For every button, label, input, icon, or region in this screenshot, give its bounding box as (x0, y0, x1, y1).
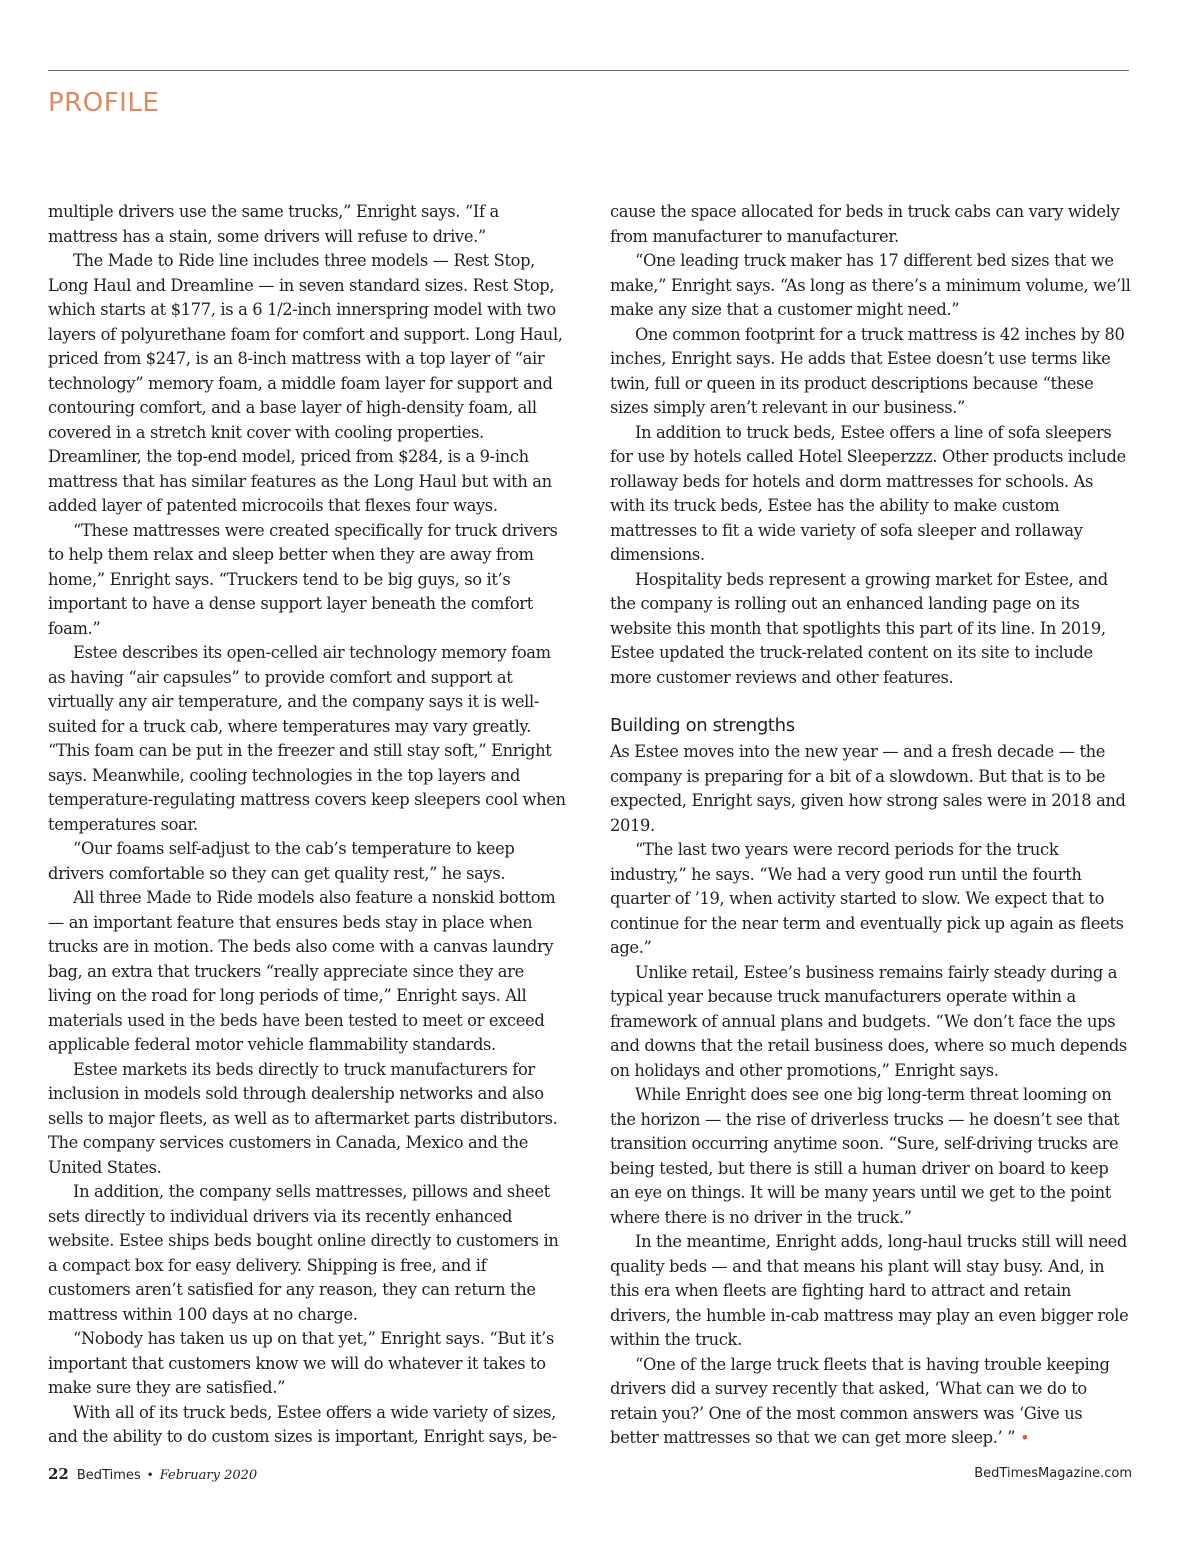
paragraph: In addition, the company sells mattresses, pillows and sheet sets directly to individual drivers via its recently enhanced website. Estee ships beds bought online directly to customers in a compact box for easy delivery. Shipping is free, and if customers aren’t satisfied for any reason, they can return the mattress within 100 days at no charge. (48, 1182, 559, 1324)
paragraph: “The last two years were record periods for the truck industry,” he says. “We had a very good run until the fourth quarter of ’19, when activity started to slow. We expect that to continue for the near term and eventually pick up again as fleets age.” (610, 840, 1124, 957)
paragraph: cause the space allocated for beds in truck cabs can vary widely from manufacturer to manufacturer. (610, 202, 1120, 246)
paragraph: Hospitality beds represent a growing market for Estee, and the company is rolling out an enhanced landing page on its website this month that spotlights this part of its line. In 2019, Estee updated the truck-related content on its site to include more customer reviews and other features. (610, 569, 1108, 687)
paragraph: As Estee moves into the new year — and a fresh decade — the company is preparing for a bit of a slowdown. But that is to be expected, Enright says, given how strong sales were in 2018 and 2019. (610, 742, 1126, 835)
paragraph: In the meantime, Enright adds, long-haul trucks still will need quality beds — and that means his plant will stay busy. And, in this era when fleets are fighting hard to attract and retain drivers, the humble in-cab mattress may play an even bigger role within the truck. (610, 1232, 1129, 1349)
paragraph: “Our foams self-adjust to the cab’s temperature to keep drivers comfortable so they can get quality rest,” he says. (48, 839, 515, 883)
paragraph: In addition to truck beds, Estee offers a line of sofa sleepers for use by hotels called Hotel Sleeperzzz. Other products include rollaway beds for hotels and dorm mattresses for schools. As with its truck beds, Estee has the ability to make custom mattresses to fit a wide variety of sofa sleeper and rollaway dimensions. (610, 422, 1126, 564)
left-column (48, 200, 570, 1450)
paragraph: multiple drivers use the same trucks,” Enright says. “If a mattress has a stain, some drivers will refuse to drive.” (48, 202, 499, 246)
paragraph: All three Made to Ride models also feature a nonskid bottom — an important feature that ensures beds stay in place when trucks are in motion. The beds also come with a canvas laundry bag, an extra that truckers “really appreciate since they are living on the road for long periods of time,” Enright says. All materials used in the beds have been tested to meet or exceed applicable federal motor vehicle flammability standards. (48, 888, 556, 1054)
paragraph: The Made to Ride line includes three models — Rest Stop, Long Haul and Dreamline — in seven standard sizes. Rest Stop, which starts at $177, is a 6 1/2-inch innerspring model with two layers of polyurethane foam for comfort and support. Long Haul, priced from $247, is an 8-inch mattress with a top layer of “air technology” memory foam, a middle foam layer for support and contouring comfort, and a base layer of high-density foam, all covered in a stretch knit cover with cooling properties. Dreamliner, the top-end model, priced from $284, is a 9-inch mattress that has similar features as the Long Haul but with an added layer of patented microcoils that flexes four ways. (48, 251, 563, 515)
footer-left (48, 1464, 257, 1486)
subhead: Building on strengths (610, 715, 795, 736)
paragraph (610, 1353, 1132, 1451)
paragraph: One common footprint for a truck mattress is 42 inches by 80 inches, Enright says. He adds that Estee doesn’t use terms like twin, full or queen in its product descriptions because “these sizes simply aren’t relevant in our business.” (610, 324, 1125, 417)
footer-website: BedTimesMagazine.com (974, 1466, 1132, 1481)
paragraph: Unlike retail, Estee’s business remains fairly steady during a typical year because truck manufacturers operate within a framework of annual plans and budgets. “We don’t face the ups and downs that the retail business does, where so much depends on holidays and other promotions,” Enright says. (610, 962, 1127, 1080)
page-number: 22 (48, 1465, 69, 1483)
paragraph: While Enright does see one big long-term threat looming on the horizon — the rise of driverless trucks — he doesn’t see that transition occurring anytime soon. “Sure, self-driving trucks are being tested, but there is still a human driver on board to keep an eye on things. It will be many years until we get to the point where there is no driver in the truck.” (610, 1085, 1120, 1227)
section-label: PROFILE (48, 88, 160, 118)
publication-name: BedTimes (76, 1468, 141, 1483)
paragraph: Estee describes its open-celled air technology memory foam as having “air capsules” to provide comfort and support at virtually any air temperature, and the company says it is well-suited for a truck cab, where temperatures may vary greatly. “This foam can be put in the freezer and still stay soft,” Enright says. Meanwhile, cooling technologies in the top layers and temperature-regulating mattress covers keep sleepers cool when temperatures soar. (48, 643, 566, 834)
paragraph-text: “One of the large truck fleets that is having trouble keeping drivers did a survey recently that asked, ‘What can we do to retain you?’ One of the most common answers was ‘Give us better mattresses so that we can get more sleep.’ ” (610, 1354, 1110, 1447)
right-column (610, 200, 1132, 1451)
end-mark-icon: • (1019, 1428, 1030, 1447)
paragraph: With all of its truck beds, Estee offers a wide variety of sizes, and the ability to do custom sizes is important, Enright says, be- (48, 1402, 557, 1446)
paragraph: Estee markets its beds directly to truck manufacturers for inclusion in models sold through dealership networks and also sells to major fleets, as well as to aftermarket parts distributors. The company services customers in Canada, Mexico and the United States. (48, 1059, 558, 1177)
separator-dot: • (146, 1468, 154, 1482)
paragraph: “One leading truck maker has 17 different bed sizes that we make,” Enright says. “As long as there’s a minimum volume, we’ll make any size that a customer might need.” (610, 251, 1131, 319)
paragraph: “Nobody has taken us up on that yet,” Enright says. “But it’s important that customers know we will do whatever it takes to make sure they are satisfied.” (48, 1329, 554, 1397)
paragraph: “These mattresses were created specifically for truck drivers to help them relax and sleep better when they are away from home,” Enright says. “Truckers tend to be big guys, so it’s important to have a dense support layer beneath the comfort foam.” (48, 520, 558, 638)
header-rule (48, 70, 1129, 71)
issue-date: February 2020 (159, 1468, 258, 1483)
